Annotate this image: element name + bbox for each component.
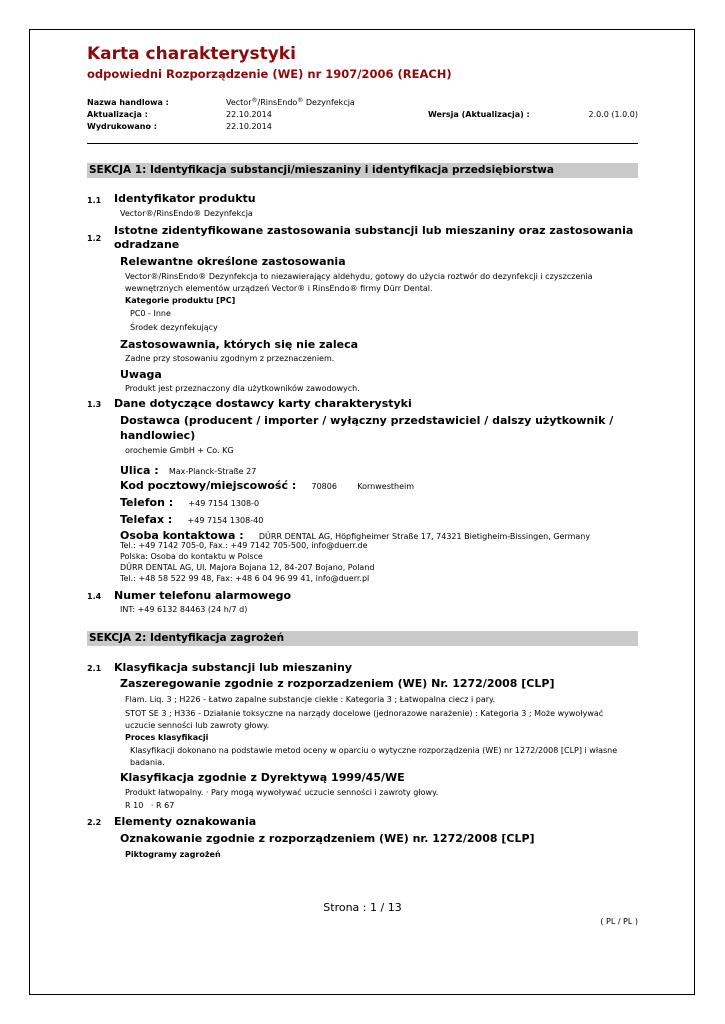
emergency-phone: INT: +49 6132 84463 (24 h/7 d)	[120, 605, 248, 614]
relevant-uses-text: Vector®/RinsEndo® Dezynfekcja to niezawierający aldehydu, gotowy do użycia roztwór do dezynfekcji i czyszczenia wewnętrznych elementów urządzeń Vector® i RinsEndo® firmy Dürr Dental.	[125, 272, 593, 293]
section-1-2-number: 1.2	[87, 234, 102, 243]
section-1-4-title: Numer telefonu alarmowego	[114, 589, 292, 602]
section-1-2-title: Istotne zidentyfikowane zastosowania substancji lub mieszaniny oraz zastosowania odradzane	[114, 224, 634, 251]
version-label: Wersja (Aktualizacja) :	[428, 110, 530, 119]
section-1-4-number: 1.4	[87, 592, 102, 601]
clp-classification-title: Zaszeregowanie zgodnie z rozporzadzeniem (WE) Nr. 1272/2008 [CLP]	[120, 677, 555, 690]
directive-classification-text: Produkt łatwopalny. · Pary mogą wywoływać uczucie senności i zawroty głowy.	[125, 788, 439, 797]
product-category-2: Środek dezynfekujący	[130, 323, 218, 332]
update-value: 22.10.2014	[226, 110, 272, 119]
language-code: ( PL / PL )	[600, 917, 638, 926]
postal-row: Kod pocztowy/miejscowość : 70806 Kornwestheim	[120, 479, 415, 492]
contact-line-2: Tel.: +49 7142 705-0, Fax.: +49 7142 705-500, info@duerr.de	[120, 541, 368, 550]
section-2-header: SEKCJA 2: Identyfikacja zagrożeń	[87, 631, 638, 646]
clp-line-2: STOT SE 3 ; H336 - Działanie toksyczne na narządy docelowe (jednorazowe narażenie) : Kategoria 3 ; Może wywoływać uczucie senności lub zawroty głowy.	[125, 709, 604, 730]
street-row: Ulica : Max-Planck-Straße 27	[120, 464, 257, 477]
directive-r-phrases: R 10 · R 67	[125, 801, 175, 810]
phone-row: Telefon : +49 7154 1308-0	[120, 496, 260, 509]
supplier-name: orochemie GmbH + Co. KG	[125, 446, 234, 455]
section-1-1-title: Identyfikator produktu	[114, 192, 256, 205]
product-category-title: Kategorie produktu [PC]	[125, 296, 236, 305]
note-text: Produkt jest przeznaczony dla użytkowników zawodowych.	[125, 384, 360, 393]
product-identifier: Vector®/RinsEndo® Dezynfekcja	[120, 209, 253, 218]
header-divider	[87, 143, 638, 144]
document-title: Karta charakterystyki	[87, 44, 296, 64]
section-1-1-number: 1.1	[87, 196, 102, 205]
section-2-2-title: Elementy oznakowania	[114, 815, 257, 828]
document-subtitle: odpowiedni Rozporządzenie (WE) nr 1907/2006 (REACH)	[87, 67, 452, 81]
product-category-1: PC0 - Inne	[130, 309, 171, 318]
printed-value: 22.10.2014	[226, 122, 272, 131]
section-2-1-number: 2.1	[87, 664, 102, 673]
contact-row: Osoba kontaktowa : DÜRR DENTAL AG, Höpfigheimer Straße 17, 74321 Bietigheim-Bissingen, Germany	[120, 529, 591, 542]
section-1-header: SEKCJA 1: Identyfikacja substancji/mieszaniny i identyfikacja przedsiębiorstwa	[87, 163, 638, 178]
supplier-title: Dostawca (producent / importer / wyłączny przedstawiciel / dalszy użytkownik / handlowiec)	[120, 414, 614, 442]
clp-label-title: Oznakowanie zgodnie z rozporządzeniem (WE) nr. 1272/2008 [CLP]	[120, 832, 535, 845]
section-1-3-title: Dane dotyczące dostawcy karty charakterystyki	[114, 397, 412, 410]
section-2-1-title: Klasyfikacja substancji lub mieszaniny	[114, 661, 353, 674]
directive-classification-title: Klasyfikacja zgodnie z Dyrektywą 1999/45/WE	[120, 771, 405, 784]
contact-line-4: DÜRR DENTAL AG, Ul. Majora Bojana 12, 84-207 Bojano, Poland	[120, 563, 375, 572]
section-1-3-number: 1.3	[87, 400, 102, 409]
note-title: Uwaga	[120, 368, 162, 381]
classification-process-title: Proces klasyfikacji	[125, 733, 209, 742]
contact-line-5: Tel.: +48 58 522 99 48, Fax: +48 6 04 96 99 41, info@duerr.pl	[120, 574, 370, 583]
version-value: 2.0.0 (1.0.0)	[588, 110, 638, 119]
hazard-pictograms-title: Piktogramy zagrożeń	[125, 850, 221, 859]
relevant-uses-title: Relewantne określone zastosowania	[120, 255, 346, 268]
clp-line-1: Flam. Liq. 3 ; H226 - Łatwo zapalne substancje ciekłe : Kategoria 3 ; Łatwopalna ciecz i pary.	[125, 695, 496, 704]
uses-advised-against-title: Zastosowawnia, których się nie zaleca	[120, 338, 359, 351]
fax-row: Telefax : +49 7154 1308-40	[120, 513, 264, 526]
page-number: Strona : 1 / 13	[323, 901, 402, 914]
section-2-2-number: 2.2	[87, 818, 102, 827]
uses-advised-against-text: Zadne przy stosowaniu zgodnym z przeznaczeniem.	[125, 354, 335, 363]
classification-process-text: Klasyfikacji dokonano na podstawie metod oceny w oparciu o wytyczne rozporządzenia (WE) nr 1272/2008 [CLP] i własne badania.	[130, 746, 618, 767]
update-label: Aktualizacja :	[87, 110, 148, 119]
printed-label: Wydrukowano :	[87, 122, 157, 131]
trade-name-value: Vector®/RinsEndo® Dezynfekcja	[226, 97, 355, 107]
trade-name-label: Nazwa handlowa :	[87, 98, 169, 107]
contact-line-3: Polska: Osoba do kontaktu w Polsce	[120, 552, 263, 561]
